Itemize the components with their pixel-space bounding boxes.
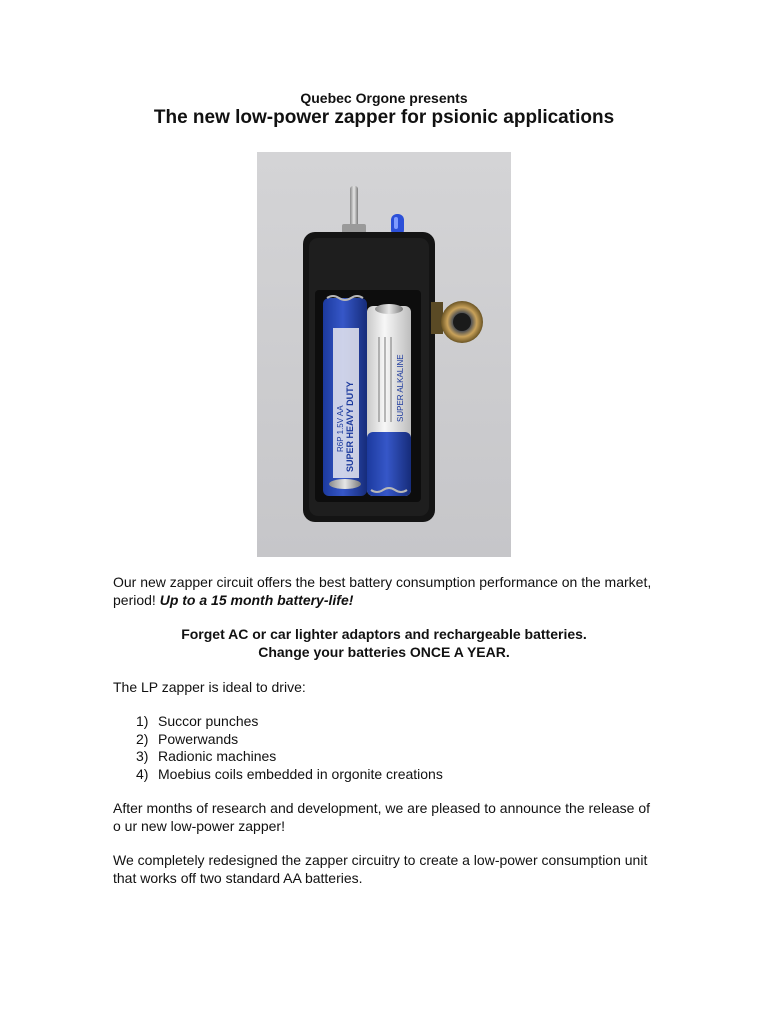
list-item (136, 748, 636, 766)
intro-text: Our new zapper circuit offers the best battery consumption performance on the market, period! (113, 574, 652, 608)
callout-line-1: Forget AC or car lighter adaptors and rechargeable batteries. (181, 626, 587, 642)
drive-intro: The LP zapper is ideal to drive: (113, 679, 306, 695)
battery-left-size: R6P 1.5V AA (336, 405, 345, 452)
list-item-number: 3) (136, 748, 149, 764)
list-item-text: Radionic machines (158, 748, 277, 764)
page-title: The new low-power zapper for psionic applications (153, 107, 615, 128)
announcement-paragraph: After months of research and development, we are pleased to announce the release of o ur new low-power zapper! (113, 800, 651, 834)
battery-left-brand: SUPER HEAVY DUTY (345, 381, 355, 472)
list-item-text: Powerwands (158, 730, 239, 747)
list-item-number: 1) (136, 713, 149, 729)
battery-left (323, 298, 367, 496)
drive-list (136, 713, 636, 783)
list-item (136, 731, 636, 749)
battery-life-highlight: Up to a 15 month battery-life! (159, 591, 354, 608)
battery-right-label: SUPER ALKALINE (396, 354, 405, 422)
list-item-text: Moebius coils embedded in orgonite creations (158, 765, 443, 782)
redesign-paragraph: We completely redesigned the zapper circuitry to create a low-power consumption unit that works off two standard AA batteries. (113, 852, 648, 886)
list-item (136, 766, 636, 784)
list-item (136, 713, 636, 731)
intro-paragraph (113, 574, 658, 609)
presenter-line: Quebec Orgone presents (300, 90, 468, 106)
list-item-text: Succor punches (158, 713, 259, 729)
battery-right (367, 304, 411, 496)
callout-line-2: Change your batteries ONCE A YEAR. (258, 643, 510, 660)
list-item-number: 2) (136, 730, 149, 747)
zapper-photo (257, 152, 511, 557)
list-item-number: 4) (136, 765, 149, 782)
callout (0, 626, 768, 661)
